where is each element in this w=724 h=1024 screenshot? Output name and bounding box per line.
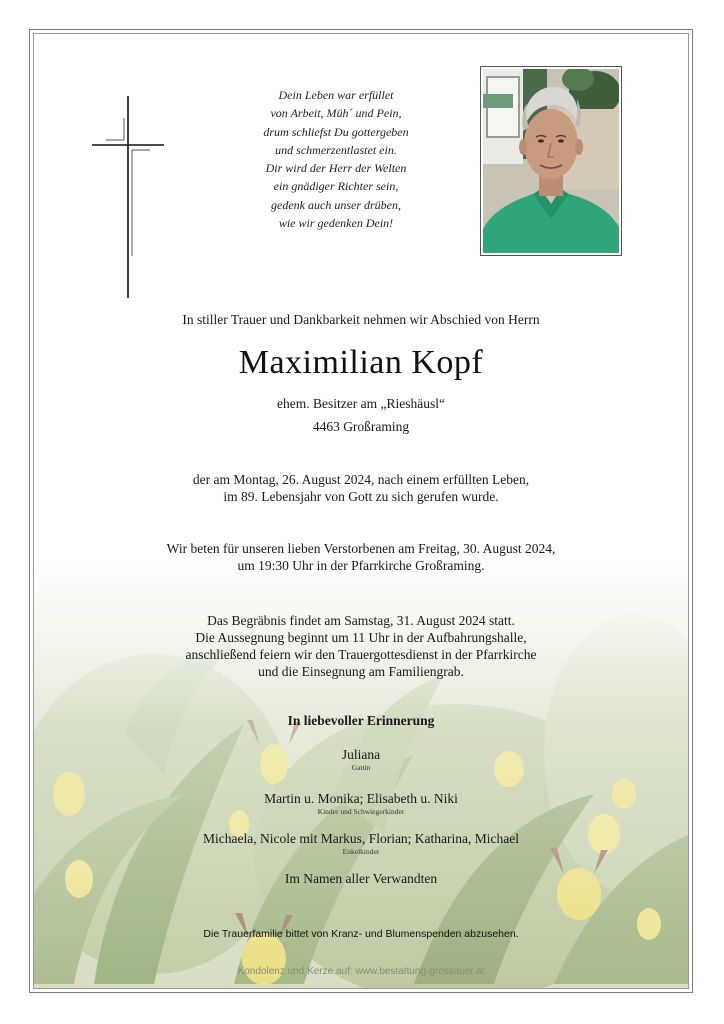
funeral-notice xyxy=(33,612,689,680)
funeral-line: Die Aussegnung beginnt um 11 Uhr in der Aufbahrungshalle, xyxy=(195,630,527,645)
deceased-place: 4463 Großraming xyxy=(312,419,410,434)
death-notice xyxy=(33,471,689,505)
condolence-link[interactable]: Kondolenz und Kerze auf: www.bestattung-grossauer.at xyxy=(237,966,485,977)
prayer-line: Wir beten für unseren lieben Verstorbenen am Freitag, 30. August 2024, xyxy=(166,541,556,556)
death-notice-line: im 89. Lebensjahr von Gott zu sich gerufen wurde. xyxy=(223,489,499,504)
mourner-relation: Kinder und Schwiegerkinder xyxy=(317,807,405,816)
mourner-names: Juliana xyxy=(341,747,381,762)
funeral-line: Das Begräbnis findet am Samstag, 31. August 2024 statt. xyxy=(207,613,515,628)
poem-line: gedenk auch unser drüben, xyxy=(271,197,401,212)
mourner-relation: Gattin xyxy=(351,763,371,772)
mourner-names: Michaela, Nicole mit Markus, Florian; Katharina, Michael xyxy=(202,831,520,846)
memorial-poem xyxy=(244,86,428,232)
memory-heading: In liebevoller Erinnerung xyxy=(287,713,435,728)
mourner-names: Martin u. Monika; Elisabeth u. Niki xyxy=(264,791,458,806)
funeral-line: anschließend feiern wir den Trauergottesdienst in der Pfarrkirche xyxy=(185,647,537,662)
mourner-group xyxy=(33,791,689,816)
mourner-relation: Enkelkinder xyxy=(342,847,380,856)
mourner-group xyxy=(33,747,689,772)
poem-line: von Arbeit, Müh´ und Pein, xyxy=(270,106,402,121)
prayer-line: um 19:30 Uhr in der Pfarrkirche Großraming. xyxy=(237,558,485,573)
cross-icon xyxy=(92,96,164,298)
flowers-note: Die Trauerfamilie bittet von Kranz- und Blumenspenden abzusehen. xyxy=(203,928,519,940)
portrait-photo xyxy=(480,66,622,256)
intro-text: In stiller Trauer und Dankbarkeit nehmen wir Abschied von Herrn xyxy=(182,312,540,327)
deceased-name: Maximilian Kopf xyxy=(238,344,484,381)
relatives-line: Im Namen aller Verwandten xyxy=(284,871,438,886)
poem-line: drum schliefst Du gottergeben xyxy=(263,124,409,139)
poem-line: Dir wird der Herr der Welten xyxy=(265,161,407,176)
funeral-line: und die Einsegnung am Familiengrab. xyxy=(258,664,464,679)
prayer-notice xyxy=(33,540,689,574)
death-notice-line: der am Montag, 26. August 2024, nach einem erfüllten Leben, xyxy=(192,472,530,487)
mourner-group xyxy=(33,831,689,856)
poem-line: und schmerzentlastet ein. xyxy=(275,142,397,157)
poem-line: ein gnädiger Richter sein, xyxy=(273,179,399,194)
portrait-image xyxy=(483,69,619,253)
deceased-role: ehem. Besitzer am „Rieshäusl“ xyxy=(277,396,445,411)
poem-line: wie wir gedenken Dein! xyxy=(278,216,394,231)
poem-line: Dein Leben war erfüllet xyxy=(278,88,394,102)
